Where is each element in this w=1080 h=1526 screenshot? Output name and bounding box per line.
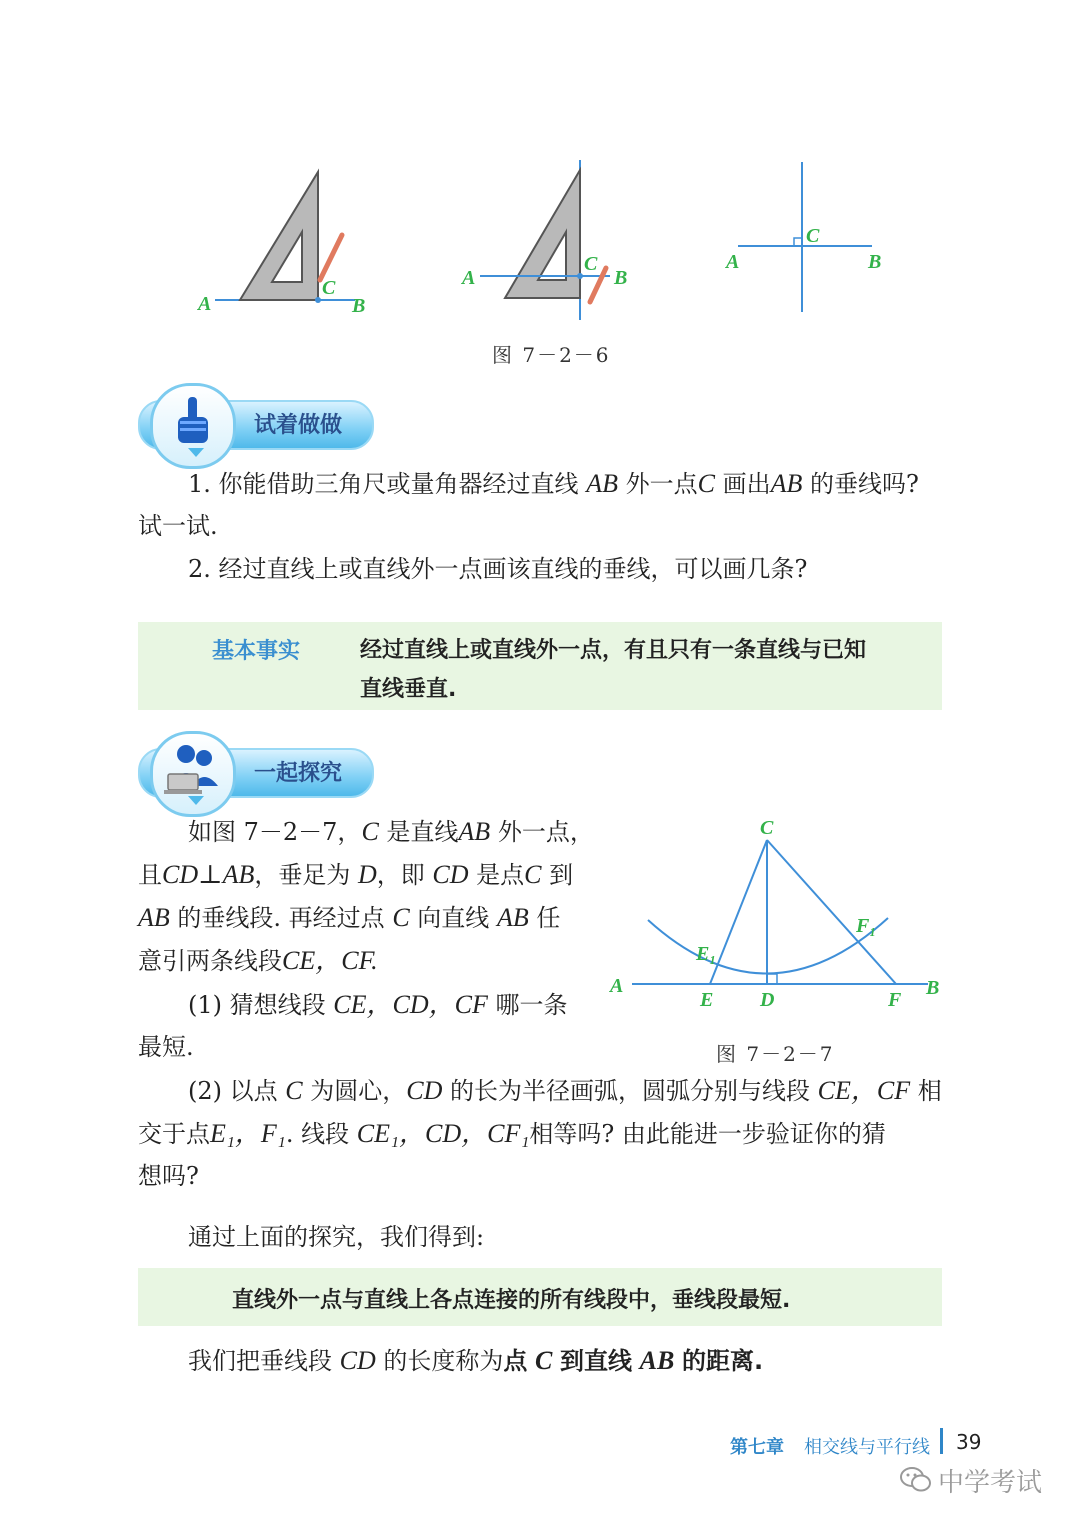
explore-p1-line-2 <box>138 853 573 897</box>
fig1-panel-3 <box>724 162 881 312</box>
math-c: C <box>285 1076 303 1105</box>
pointing-hand-icon <box>172 395 212 447</box>
result-text: 直线外一点与直线上各点连接的所有线段中，垂线段最短. <box>232 1288 791 1313</box>
basic-fact-line-2: 直线垂直. <box>360 677 457 702</box>
explore-p1-line-3 <box>138 896 560 940</box>
math-cd: CD <box>432 860 469 889</box>
math-segments: CE，CF. <box>282 946 378 975</box>
page-number: 39 <box>956 1430 982 1454</box>
math-cd-perp-ab: CD⊥AB <box>162 860 255 889</box>
text-run: 任 <box>536 904 561 932</box>
text-run: 的长度称为 <box>383 1347 504 1375</box>
q1-text-end: 的垂线吗? <box>809 470 919 498</box>
fig2-label-e1: E₁ <box>696 943 717 965</box>
q1-text-pre: 你能借助三角尺或量角器经过直线 <box>218 470 579 498</box>
figure-7-2-7 <box>600 810 950 1022</box>
text-run: 向直线 <box>417 904 490 932</box>
wechat-icon <box>900 1466 932 1494</box>
text-run: 如图 7－2－7， <box>188 818 362 846</box>
text-run: (2) 以点 <box>188 1077 278 1105</box>
fig1-panel-1 <box>196 172 365 317</box>
text-run: 为圆心， <box>310 1077 407 1105</box>
basic-fact-box <box>138 622 942 710</box>
math-segments: CE₁，CD，CF₁ <box>356 1119 530 1148</box>
try-section-title: 试着做做 <box>254 413 343 438</box>
text-run: 意引两条线段 <box>138 947 282 975</box>
explore-p1-line-1 <box>188 810 594 854</box>
fig2-label-b: B <box>926 977 940 999</box>
q1-ab-1: AB <box>586 469 618 498</box>
text-run: 且 <box>138 861 162 889</box>
try-pill-arrow <box>188 448 204 457</box>
text-run: 相等吗? 由此能进一步验证你的猜 <box>529 1120 886 1148</box>
footer-chapter: 第七章 <box>730 1437 784 1458</box>
fig1-label-a2: A <box>462 267 476 289</box>
explore-section-title: 一起探究 <box>254 761 343 786</box>
math-segments: CE，CF <box>817 1076 911 1105</box>
math-ab-bold: AB <box>639 1346 675 1375</box>
people-laptop-icon <box>162 740 222 796</box>
fig2-label-f: F <box>888 989 902 1011</box>
text-run: . 线段 <box>285 1120 350 1148</box>
bold-run: 的距离. <box>682 1347 764 1375</box>
q1-number: 1. <box>188 470 211 498</box>
explore-p3-line-3: 想吗? <box>138 1162 199 1190</box>
footer-divider <box>940 1428 943 1454</box>
basic-fact-line-1: 经过直线上或直线外一点，有且只有一条直线与已知 <box>360 638 867 663</box>
fig1-label-c3: C <box>806 225 820 247</box>
math-cd: CD <box>339 1346 376 1375</box>
explore-p3-line-2 <box>138 1112 948 1156</box>
q1-text-mid2: 画出 <box>722 470 771 498</box>
fig1-label-a1: A <box>198 293 212 315</box>
explore-p1-line-4 <box>138 939 378 983</box>
explore-p2-line-1 <box>188 983 567 1027</box>
q2-number: 2. <box>188 555 211 583</box>
q2-text: 经过直线上或直线外一点画该直线的垂线，可以画几条? <box>218 555 808 583</box>
math-c: C <box>361 817 379 846</box>
footer-chapter-title: 相交线与平行线 <box>804 1437 930 1458</box>
q1-text-mid: 外一点 <box>625 470 698 498</box>
explore-p2-line-2: 最短. <box>138 1033 194 1061</box>
math-c: C <box>524 860 542 889</box>
figure-7-2-6 <box>180 150 920 330</box>
try-question-2 <box>188 548 948 591</box>
explore-pill-arrow <box>188 796 204 805</box>
fig2-label-c: C <box>760 817 774 839</box>
figure-7-2-7-caption: 图 7－2－7 <box>716 1042 835 1066</box>
math-segments: CE，CD，CF <box>333 990 488 1019</box>
text-run: ，即 <box>376 861 425 889</box>
fig1-label-b2: B <box>614 267 628 289</box>
watermark-text: 中学考试 <box>938 1468 1043 1498</box>
figure-7-2-6-caption: 图 7－2－6 <box>492 343 611 367</box>
final-sentence <box>188 1339 763 1383</box>
q1-c: C <box>697 469 715 498</box>
math-ab: AB <box>138 903 170 932</box>
math-ab: AB <box>496 903 529 932</box>
math-c: C <box>392 903 410 932</box>
fig1-panel-2 <box>460 160 627 320</box>
fig1-label-c2: C <box>584 253 598 275</box>
math-points: E₁，F₁ <box>210 1119 286 1148</box>
try-question-1 <box>188 462 948 506</box>
fig2-label-a: A <box>610 975 624 997</box>
math-ab: AB <box>458 817 491 846</box>
text-run: 是直线 <box>386 818 459 846</box>
bold-run: 点 <box>503 1347 528 1375</box>
text-run: 外一点， <box>497 818 594 846</box>
text-run: 的长为半径画弧，圆弧分别与线段 <box>450 1077 811 1105</box>
text-run: 交于点 <box>138 1120 210 1148</box>
text-run: 是点 <box>476 861 525 889</box>
fig1-label-a3: A <box>726 251 740 273</box>
fig2-label-d: D <box>760 989 775 1011</box>
fig1-label-b1: B <box>352 295 366 317</box>
math-cd: CD <box>406 1076 443 1105</box>
text-run: ，垂足为 <box>254 861 351 889</box>
text-run: 我们把垂线段 <box>188 1347 332 1375</box>
fig1-label-b3: B <box>868 251 882 273</box>
fig2-label-f1: F₁ <box>856 915 877 937</box>
basic-fact-label: 基本事实 <box>212 639 301 664</box>
q1-ab-2: AB <box>770 469 803 498</box>
text-run: (1) 猜想线段 <box>188 991 326 1019</box>
fig1-label-c1: C <box>322 277 336 299</box>
explore-conclusion-intro: 通过上面的探究，我们得到: <box>188 1223 485 1251</box>
math-d: D <box>357 860 377 889</box>
bold-run: 到直线 <box>560 1347 633 1375</box>
text-run: 的垂线段. 再经过点 <box>177 904 385 932</box>
text-run: 哪一条 <box>495 991 568 1019</box>
text-run: 到 <box>549 861 574 889</box>
math-c-bold: C <box>535 1346 553 1375</box>
result-box <box>138 1268 942 1326</box>
fig2-label-e: E <box>700 989 714 1011</box>
text-run: 相 <box>917 1077 942 1105</box>
explore-p3-line-1 <box>188 1069 948 1113</box>
try-question-1-line-2: 试一试. <box>138 512 218 540</box>
